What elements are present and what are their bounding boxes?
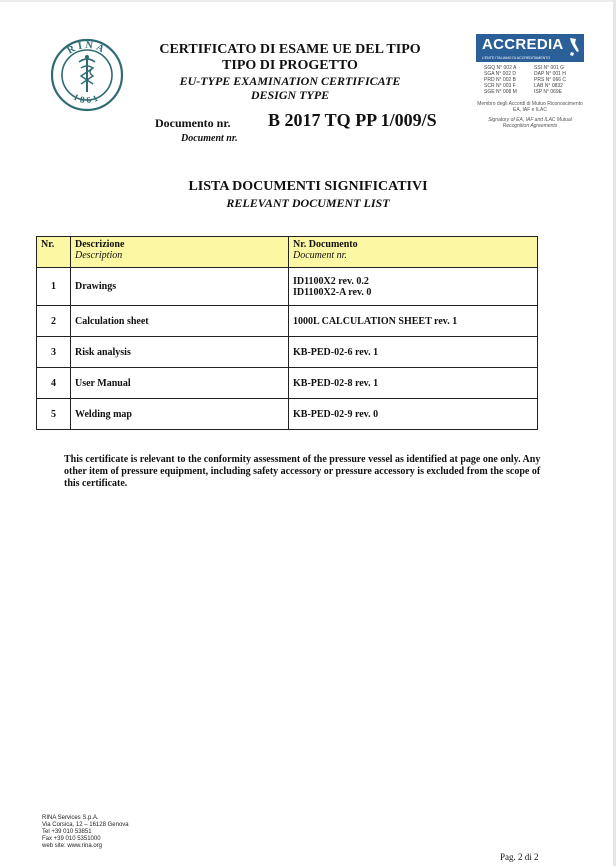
codes-right [534, 65, 584, 95]
row-document-line: ID1100X2 rev. 0.2 [293, 275, 369, 287]
table-row [37, 399, 538, 430]
footer-street: Via Corsica, 12 – 16128 Genova [42, 822, 129, 828]
accredia-subtitle: L'ENTE ITALIANO DI ACCREDITAMENTO [482, 56, 551, 60]
row-description: Calculation sheet [71, 306, 289, 337]
footer-address [42, 815, 129, 850]
table-row [37, 306, 538, 337]
accredia-note-en: Signatory of EA, IAF and ILAC Mutual Recognition Agreements [488, 117, 572, 129]
section-title-it: LISTA DOCUMENTI SIGNIFICATIVI [188, 179, 428, 194]
footer-company: RINA Services S.p.A. [42, 815, 99, 821]
row-description: Welding map [71, 399, 289, 430]
svg-text:RINA [65, 40, 108, 57]
doc-label-it: Documento nr. [155, 116, 231, 130]
document-table [36, 236, 538, 430]
code-item: PRD N° 002 B [484, 77, 517, 83]
scope-note: This certificate is relevant to the conformity assessment of the pressure vessel as identified at page one only. Any other item of pressure equipment, including safety accessory or pressure accessory is excluded from the scope of this certificate. [64, 454, 541, 489]
col-header-doc-it: Nr. Documento [293, 239, 358, 250]
row-nr: 3 [37, 337, 71, 368]
table-header-row [37, 237, 538, 268]
col-header-document [289, 237, 538, 268]
logo-year: 1861 [71, 91, 103, 106]
title-en-line-1: EU-TYPE EXAMINATION CERTIFICATE [179, 74, 401, 88]
codes-left [484, 65, 534, 95]
page-top-edge [0, 0, 616, 2]
italy-map-icon [568, 37, 580, 57]
code-item: SSI N° 001 G [534, 65, 565, 71]
row-nr: 1 [37, 268, 71, 306]
title-en-line-2: DESIGN TYPE [250, 88, 330, 102]
accredia-block [476, 34, 584, 129]
row-nr: 2 [37, 306, 71, 337]
col-header-desc-en: Description [75, 250, 123, 261]
accredia-name: ACCREDIA [482, 36, 564, 53]
page-number: Pag. 2 di 2 [500, 852, 539, 862]
code-item: SCR N° 003 F [484, 83, 516, 89]
col-header-description [71, 237, 289, 268]
footer-web: web site: www.rina.org [42, 843, 103, 849]
row-document: KB-PED-02-9 rev. 0 [289, 399, 538, 430]
code-item: SGA N° 002 D [484, 71, 517, 77]
table-row [37, 337, 538, 368]
row-document: KB-PED-02-6 rev. 1 [289, 337, 538, 368]
row-description: Drawings [71, 268, 289, 306]
accredia-logo [476, 34, 584, 62]
certificate-title [145, 42, 435, 102]
code-item: DAP N° 001 H [534, 71, 566, 77]
accredia-note-it: Membro degli Accordi di Mutuo Riconoscimento EA, IAF e ILAC [477, 101, 583, 113]
doc-label-en: Document nr. [181, 133, 238, 144]
row-nr: 5 [37, 399, 71, 430]
code-item: SGE N° 008 M [484, 89, 517, 95]
code-item: SGQ N° 002 A [484, 65, 517, 71]
code-item: PRS N° 066 C [534, 77, 567, 83]
title-it-line-2: TIPO DI PROGETTO [222, 58, 358, 73]
accredia-codes [476, 65, 584, 95]
document-number: B 2017 TQ PP 1/009/S [268, 110, 437, 130]
table-row [37, 368, 538, 399]
col-header-desc-it: Descrizione [75, 239, 125, 250]
row-description: Risk analysis [71, 337, 289, 368]
svg-text:1861 [72, 92, 102, 106]
rina-logo [50, 38, 124, 112]
row-document: 1000L CALCULATION SHEET rev. 1 [289, 306, 538, 337]
document-number-label [155, 116, 238, 144]
row-document-line: ID1100X2-A rev. 0 [293, 286, 372, 298]
code-item: ISP N° 069E [534, 89, 563, 95]
footer-fax: Fax +39 010 5351000 [42, 836, 101, 842]
row-description: User Manual [71, 368, 289, 399]
row-document [289, 268, 538, 306]
title-it-line-1: CERTIFICATO DI ESAME UE DEL TIPO [159, 42, 421, 57]
col-header-doc-en: Document nr. [293, 250, 347, 261]
table-row [37, 268, 538, 306]
section-title-en: RELEVANT DOCUMENT LIST [226, 196, 390, 210]
col-header-nr: Nr. [37, 237, 71, 268]
row-nr: 4 [37, 368, 71, 399]
logo-name: RINA [65, 39, 109, 57]
section-title [0, 179, 616, 211]
footer-tel: Tel +39 010 53851 [42, 829, 92, 835]
code-item: LAB N° 0832 [534, 83, 563, 89]
row-document: KB-PED-02-8 rev. 1 [289, 368, 538, 399]
